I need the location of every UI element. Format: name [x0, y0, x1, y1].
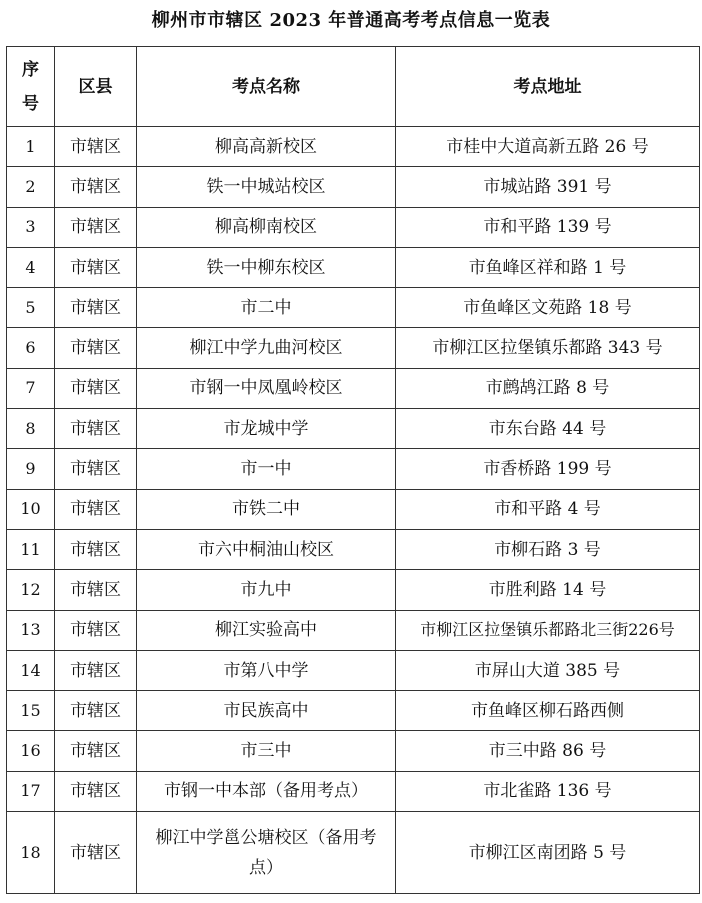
cell-district: 市辖区	[55, 731, 137, 771]
cell-address: 市鹧鸪江路 8 号	[396, 368, 700, 408]
table-row	[7, 368, 700, 408]
cell-site-name: 柳江中学九曲河校区	[137, 328, 396, 368]
cell-site-name: 柳高柳南校区	[137, 207, 396, 247]
cell-site-name: 市二中	[137, 288, 396, 328]
cell-site-name: 市六中桐油山校区	[137, 529, 396, 569]
table-row	[7, 288, 700, 328]
cell-district: 市辖区	[55, 409, 137, 449]
cell-number: 4	[7, 247, 55, 287]
cell-district: 市辖区	[55, 127, 137, 167]
cell-address: 市和平路 4 号	[396, 489, 700, 529]
cell-district: 市辖区	[55, 449, 137, 489]
cell-site-name: 市钢一中本部（备用考点）	[137, 771, 396, 811]
header-district: 区县	[55, 47, 137, 127]
cell-number: 10	[7, 489, 55, 529]
cell-number: 15	[7, 691, 55, 731]
cell-address: 市屏山大道 385 号	[396, 650, 700, 690]
cell-address: 市北雀路 136 号	[396, 771, 700, 811]
cell-district: 市辖区	[55, 570, 137, 610]
cell-district: 市辖区	[55, 812, 137, 894]
cell-district: 市辖区	[55, 288, 137, 328]
table-row	[7, 127, 700, 167]
cell-site-name: 市九中	[137, 570, 396, 610]
cell-address: 市胜利路 14 号	[396, 570, 700, 610]
cell-district: 市辖区	[55, 247, 137, 287]
cell-site-name: 市三中	[137, 731, 396, 771]
cell-number: 17	[7, 771, 55, 811]
document-title: 柳州市市辖区 2023 年普通高考考点信息一览表	[151, 10, 551, 31]
table-row	[7, 610, 700, 650]
cell-district: 市辖区	[55, 167, 137, 207]
table-row	[7, 207, 700, 247]
header-number: 序号	[7, 47, 55, 127]
header-address: 考点地址	[396, 47, 700, 127]
cell-district: 市辖区	[55, 650, 137, 690]
cell-site-name: 柳高高新校区	[137, 127, 396, 167]
cell-district: 市辖区	[55, 771, 137, 811]
cell-number: 18	[7, 812, 55, 894]
cell-address: 市柳江区南团路 5 号	[396, 812, 700, 894]
table-header-row	[7, 47, 700, 127]
table-row	[7, 691, 700, 731]
cell-address: 市和平路 139 号	[396, 207, 700, 247]
header-site-name: 考点名称	[137, 47, 396, 127]
cell-site-name: 市第八中学	[137, 650, 396, 690]
cell-district: 市辖区	[55, 610, 137, 650]
cell-number: 11	[7, 529, 55, 569]
cell-address: 市鱼峰区文苑路 18 号	[396, 288, 700, 328]
cell-address: 市香桥路 199 号	[396, 449, 700, 489]
cell-address: 市柳江区拉堡镇乐都路 343 号	[396, 328, 700, 368]
table-row	[7, 247, 700, 287]
cell-number: 2	[7, 167, 55, 207]
cell-number: 9	[7, 449, 55, 489]
cell-number: 3	[7, 207, 55, 247]
cell-site-name: 市龙城中学	[137, 409, 396, 449]
table-row	[7, 409, 700, 449]
cell-site-name: 市铁二中	[137, 489, 396, 529]
table-row	[7, 529, 700, 569]
table-row	[7, 167, 700, 207]
cell-number: 16	[7, 731, 55, 771]
cell-site-name: 市一中	[137, 449, 396, 489]
cell-address: 市东台路 44 号	[396, 409, 700, 449]
cell-number: 5	[7, 288, 55, 328]
cell-number: 14	[7, 650, 55, 690]
cell-district: 市辖区	[55, 489, 137, 529]
cell-number: 6	[7, 328, 55, 368]
cell-district: 市辖区	[55, 328, 137, 368]
cell-site-name: 铁一中柳东校区	[137, 247, 396, 287]
table-row	[7, 489, 700, 529]
cell-address: 市城站路 391 号	[396, 167, 700, 207]
cell-number: 1	[7, 127, 55, 167]
cell-number: 8	[7, 409, 55, 449]
cell-address: 市三中路 86 号	[396, 731, 700, 771]
table-row	[7, 812, 700, 894]
cell-address: 市柳石路 3 号	[396, 529, 700, 569]
cell-number: 13	[7, 610, 55, 650]
cell-site-name: 柳江实验高中	[137, 610, 396, 650]
table-row	[7, 570, 700, 610]
cell-number: 7	[7, 368, 55, 408]
cell-site-name: 铁一中城站校区	[137, 167, 396, 207]
table-row	[7, 328, 700, 368]
cell-district: 市辖区	[55, 529, 137, 569]
table-row	[7, 650, 700, 690]
cell-address: 市柳江区拉堡镇乐都路北三街226号	[396, 610, 700, 650]
cell-site-name: 柳江中学邕公塘校区（备用考点）	[137, 812, 396, 894]
cell-address: 市鱼峰区祥和路 1 号	[396, 247, 700, 287]
table-row	[7, 449, 700, 489]
cell-site-name: 市民族高中	[137, 691, 396, 731]
cell-district: 市辖区	[55, 691, 137, 731]
table-row	[7, 771, 700, 811]
cell-district: 市辖区	[55, 207, 137, 247]
cell-district: 市辖区	[55, 368, 137, 408]
cell-address: 市桂中大道高新五路 26 号	[396, 127, 700, 167]
cell-address: 市鱼峰区柳石路西侧	[396, 691, 700, 731]
exam-site-table	[6, 46, 700, 894]
table-row	[7, 731, 700, 771]
cell-number: 12	[7, 570, 55, 610]
cell-site-name: 市钢一中凤凰岭校区	[137, 368, 396, 408]
